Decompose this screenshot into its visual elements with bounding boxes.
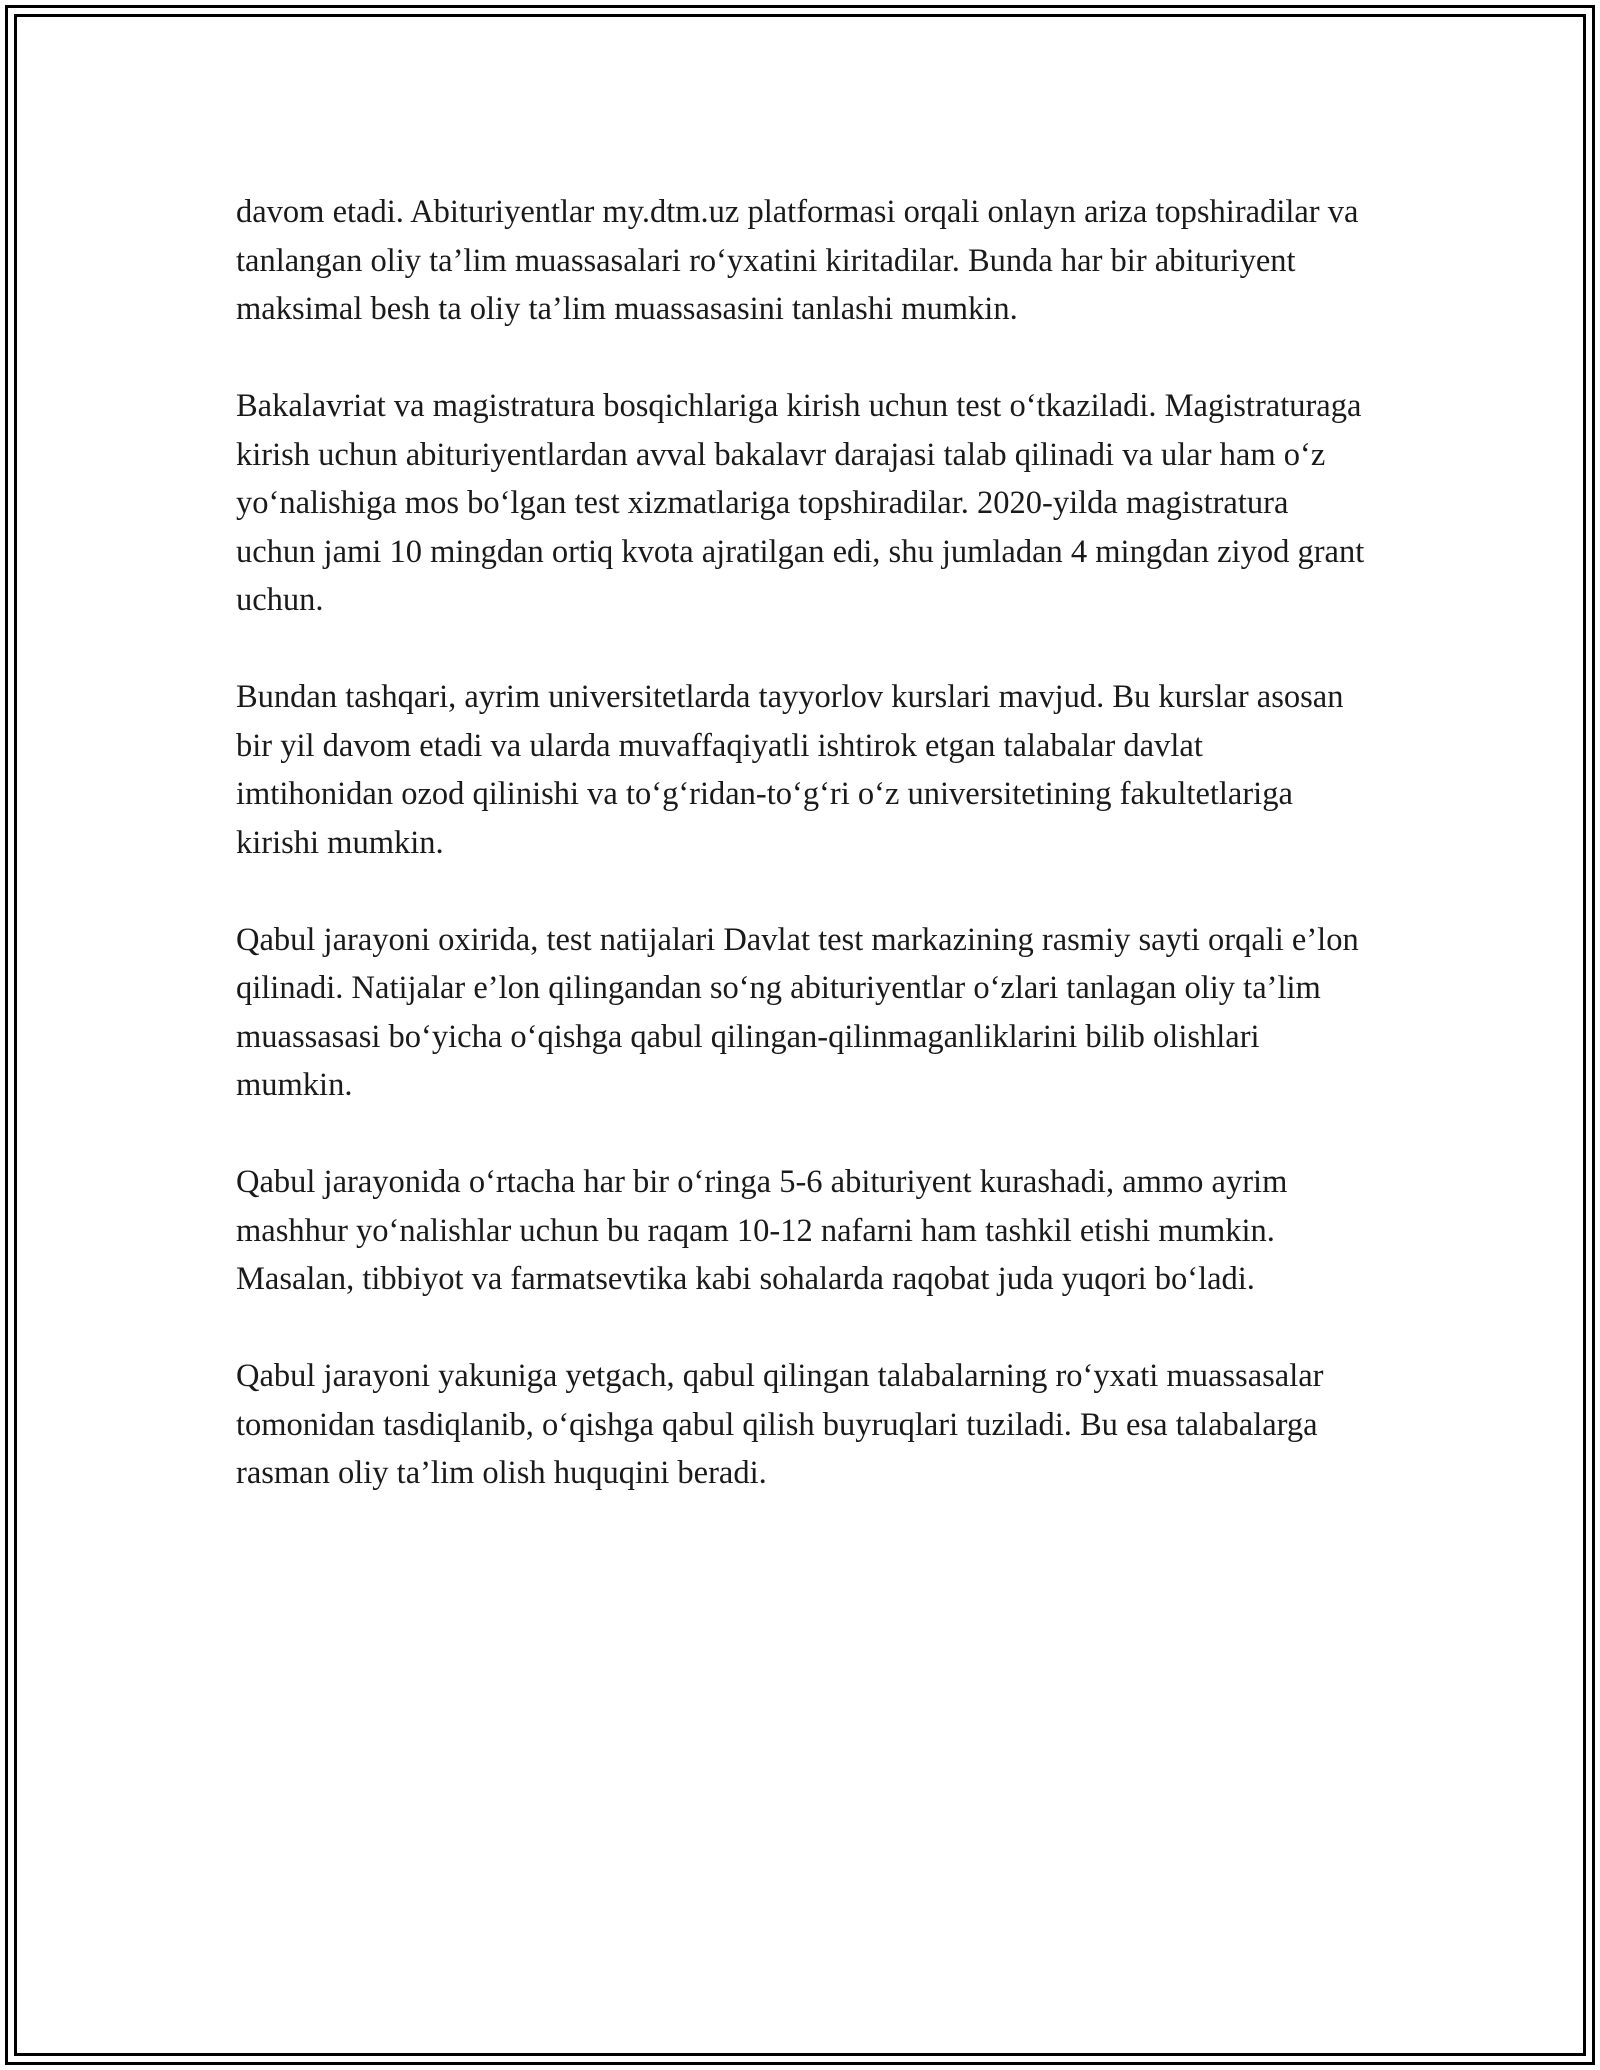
- paragraph: Qabul jarayonida o‘rtacha har bir o‘ringa 5-6 abituriyent kurashadi, ammo ayrim mashhur yo‘nalishlar uchun bu raqam 10-12 nafarni ham tashkil etishi mumkin. Masalan, tibbiyot va farmatsevtika kabi sohalarda raqobat juda yuqori bo‘ladi.: [236, 1164, 1288, 1297]
- paragraph: davom etadi. Abituriyentlar my.dtm.uz platformasi orqali onlayn ariza topshiradilar va tanlangan oliy ta’lim muassasalari ro‘yxatini kiritadilar. Bunda har bir abituriyent maksimal besh ta oliy ta’lim muassasasini tanlashi mumkin.: [236, 194, 1359, 327]
- paragraph: Qabul jarayoni oxirida, test natijalari Davlat test markazining rasmiy sayti orqali e’lon qilinadi. Natijalar e’lon qilingandan so‘ng abituriyentlar o‘zlari tanlagan oliy ta’lim muassasasi bo‘yicha o‘qishga qabul qilingan-qilinmaganliklarini bilib olishlari mumkin.: [236, 921, 1359, 1103]
- document-body: [236, 188, 1366, 1498]
- paragraph: Bakalavriat va magistratura bosqichlariga kirish uchun test o‘tkaziladi. Magistraturaga kirish uchun abituriyentlardan avval bakalavr darajasi talab qilinadi va ular ham o‘z yo‘nalishiga mos bo‘lgan test xizmatlariga topshiradilar. 2020-yilda magistratura uchun jami 10 mingdan ortiq kvota ajratilgan edi, shu jumladan 4 mingdan ziyod grant uchun.: [236, 388, 1365, 618]
- paragraph: Bundan tashqari, ayrim universitetlarda tayyorlov kurslari mavjud. Bu kurslar asosan bir yil davom etadi va ularda muvaffaqiyatli ishtirok etgan talabalar davlat imtihonidan ozod qilinishi va to‘g‘ridan-to‘g‘ri o‘z universitetining fakultetlariga kirishi mumkin.: [236, 679, 1344, 861]
- paragraph: Qabul jarayoni yakuniga yetgach, qabul qilingan talabalarning ro‘yxati muassasalar tomonidan tasdiqlanib, o‘qishga qabul qilish buyruqlari tuziladi. Bu esa talabalarga rasman oliy ta’lim olish huquqini beradi.: [236, 1358, 1324, 1491]
